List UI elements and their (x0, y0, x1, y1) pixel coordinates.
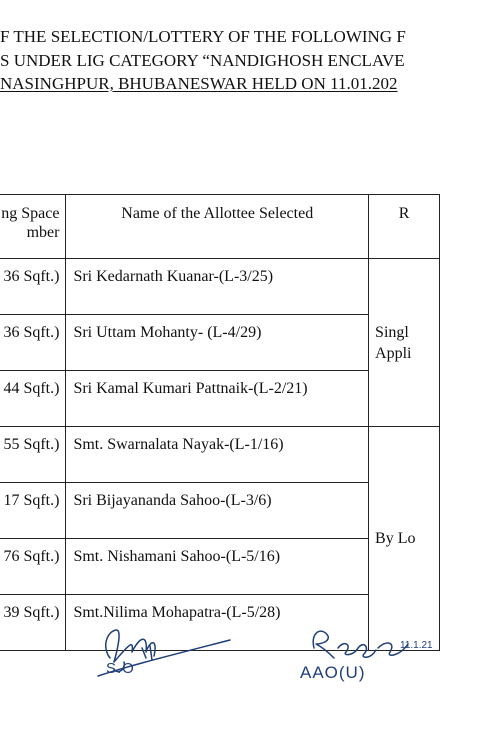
allottee-name-cell: Sri Kamal Kumari Pattnaik-(L-2/21) (66, 371, 369, 427)
heading-line-3: NASINGHPUR, BHUBANESWAR HELD ON 11.01.202 (0, 74, 398, 93)
heading-line-1: F THE SELECTION/LOTTERY OF THE FOLLOWING F (0, 27, 406, 46)
right-signature-date: 11.1.21 (400, 640, 433, 651)
header-space-line-1: ng Space (1, 205, 60, 222)
table-row (0, 427, 440, 483)
space-cell: 39 Sqft.) (0, 595, 66, 651)
allottee-name-cell: Smt. Swarnalata Nayak-(L-1/16) (66, 427, 369, 483)
space-cell: 36 Sqft.) (0, 259, 66, 315)
space-cell: 36 Sqft.) (0, 315, 66, 371)
header-space-line-2: mber (26, 224, 60, 241)
allottee-name-cell: Smt. Nishamani Sahoo-(L-5/16) (66, 539, 369, 595)
allottee-name-cell: Smt.Nilima Mohapatra-(L-5/28) (66, 595, 369, 651)
allottee-name-cell: Sri Kedarnath Kuanar-(L-3/25) (66, 259, 369, 315)
space-cell: 76 Sqft.) (0, 539, 66, 595)
remarks-line-1: Singl (375, 323, 409, 341)
heading-line-2: S UNDER LIG CATEGORY “NANDIGHOSH ENCLAVE (0, 51, 405, 70)
space-cell: 55 Sqft.) (0, 427, 66, 483)
left-signature (88, 618, 238, 690)
right-signature-label: AAO(U) (300, 663, 366, 682)
remarks-cell-by-lottery (369, 427, 440, 651)
header-remarks: R (369, 195, 440, 259)
remarks-line-1: By Lo (375, 530, 416, 547)
header-allottee-name: Name of the Allottee Selected (66, 195, 369, 259)
space-cell: 17 Sqft.) (0, 483, 66, 539)
allottee-name-cell: Sri Bijayananda Sahoo-(L-3/6) (66, 483, 369, 539)
space-cell: 44 Sqft.) (0, 371, 66, 427)
table-header-row (0, 195, 440, 259)
allottee-table (0, 194, 440, 651)
remarks-cell-single-applicant (369, 259, 440, 427)
table-row (0, 259, 440, 315)
allottee-name-cell: Sri Uttam Mohanty- (L-4/29) (66, 315, 369, 371)
left-signature-label: S.O (106, 660, 135, 677)
remarks-line-2: Appli (375, 344, 412, 362)
header-space-number (0, 195, 66, 259)
